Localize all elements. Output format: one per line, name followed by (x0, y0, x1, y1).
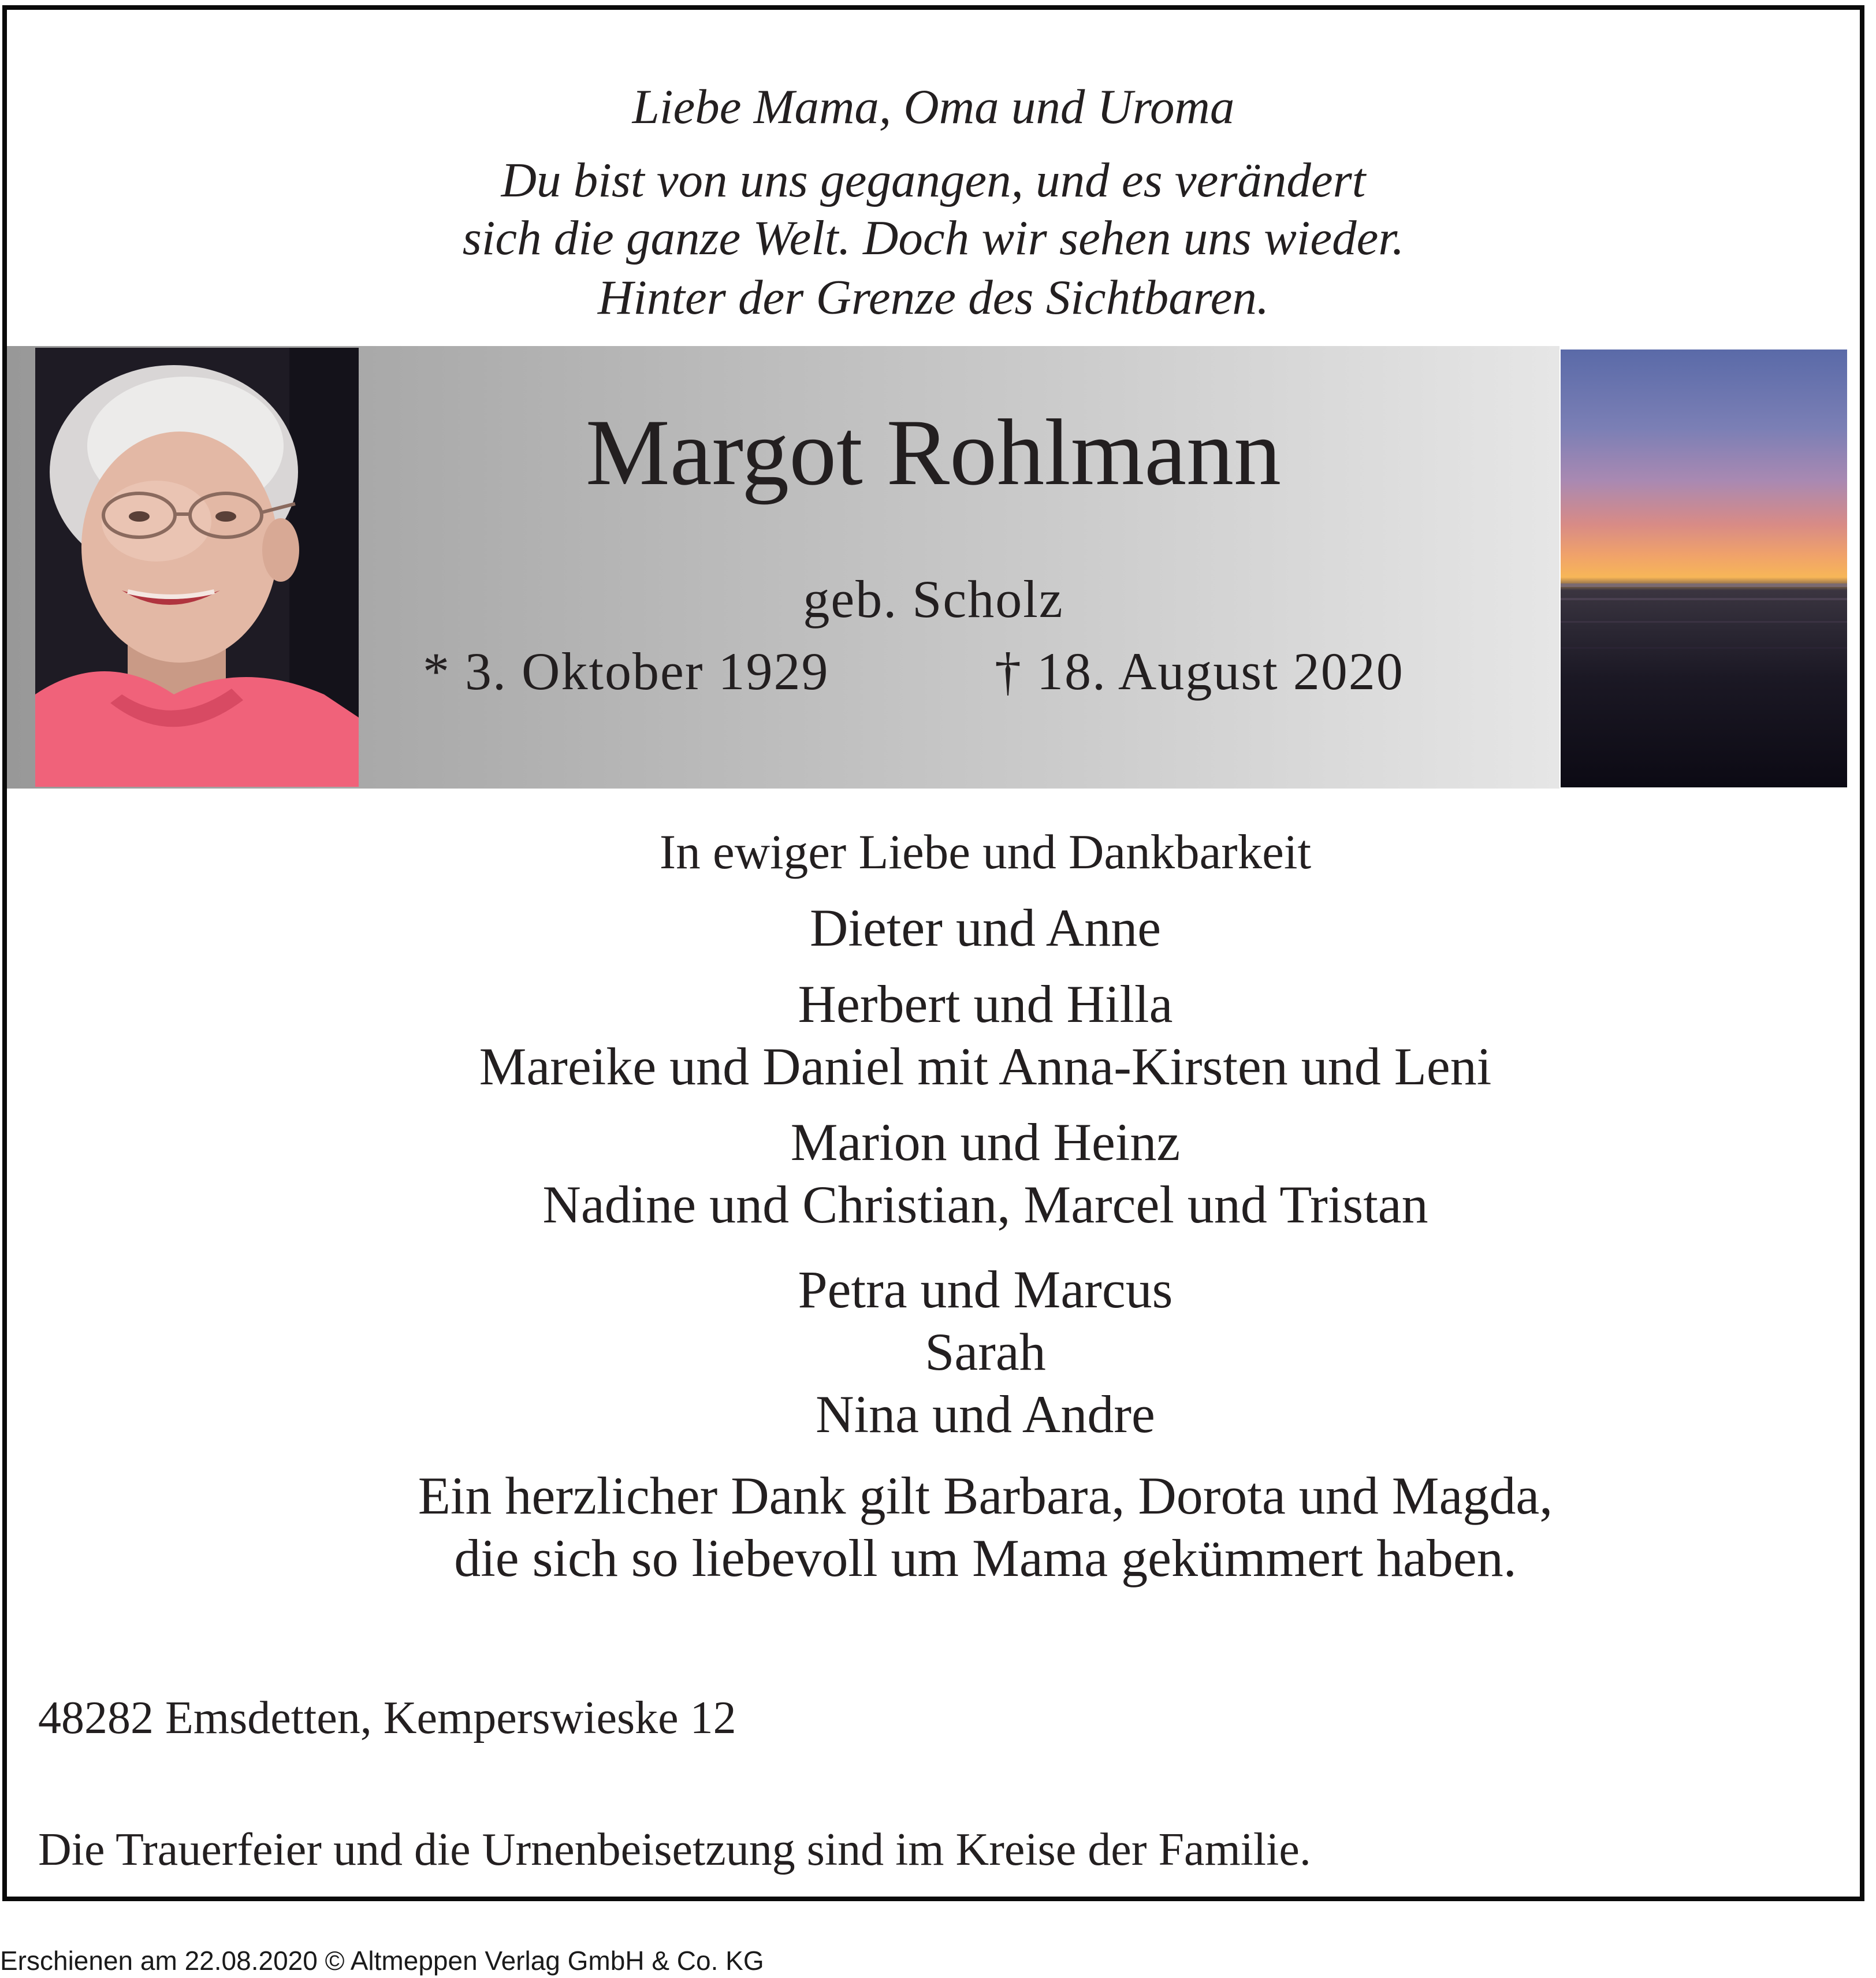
mourners-intro: In ewiger Liebe und Dankbarkeit (659, 825, 1312, 879)
poem-line-3: sich die ganze Welt. Doch wir sehen uns wieder. (462, 211, 1405, 265)
mourner-line: Nadine und Christian, Marcel und Tristan (542, 1175, 1428, 1234)
mourner-line: Mareike und Daniel mit Anna-Kirsten und Leni (479, 1037, 1492, 1096)
ceremony-note: Die Trauerfeier und die Urnenbeisetzung sind im Kreise der Familie. (38, 1824, 1311, 1875)
poem-line-1: Liebe Mama, Oma und Uroma (632, 80, 1235, 134)
mourner-line: Marion und Heinz (790, 1113, 1181, 1172)
mourner-line: Sarah (925, 1322, 1046, 1381)
thanks-line-1: Ein herzlicher Dank gilt Barbara, Dorota und Magda, (418, 1466, 1553, 1525)
family-address: 48282 Emsdetten, Kemperswieske 12 (38, 1693, 736, 1743)
poem-line-2: Du bist von uns gegangen, und es verändert (501, 153, 1366, 207)
birth-date: * 3. Oktober 1929 (423, 642, 829, 701)
publication-note: Erschienen am 22.08.2020 © Altmeppen Verlag GmbH & Co. KG (0, 1946, 764, 1976)
obituary-notice (2, 5, 1864, 1901)
poem-line-4: Hinter der Grenze des Sichtbaren. (597, 270, 1270, 325)
mourner-line: Dieter und Anne (809, 898, 1162, 957)
mourner-line: Nina und Andre (816, 1385, 1155, 1444)
mourner-line: Petra und Marcus (798, 1260, 1173, 1319)
mourner-line: Herbert und Hilla (798, 975, 1173, 1033)
death-date: † 18. August 2020 (995, 642, 1404, 701)
thanks-line-2: die sich so liebevoll um Mama gekümmert haben. (454, 1529, 1517, 1587)
birth-name: geb. Scholz (803, 570, 1064, 629)
deceased-name: Margot Rohlmann (585, 400, 1282, 505)
